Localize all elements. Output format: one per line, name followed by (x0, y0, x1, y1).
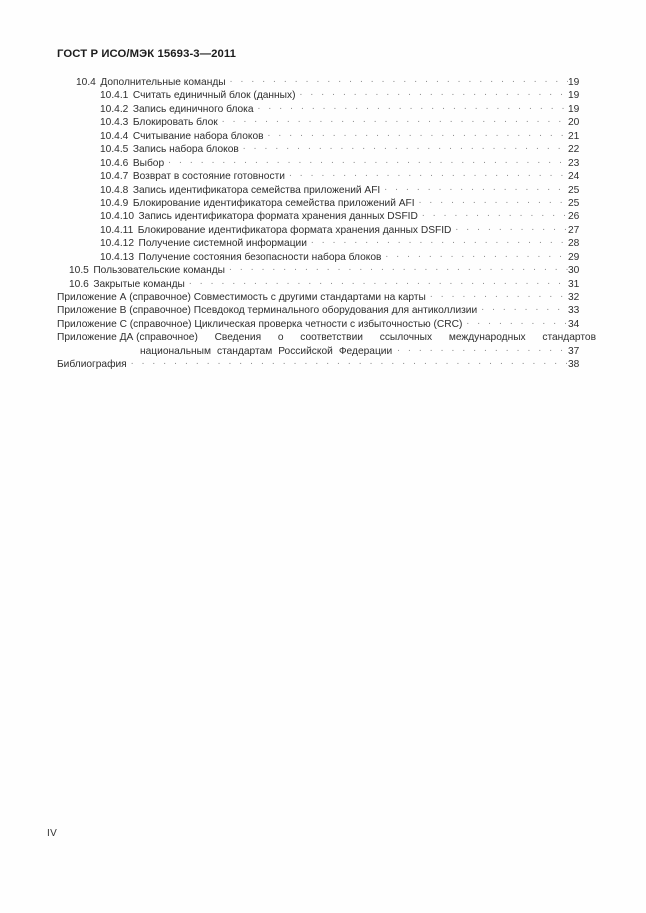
toc-entry-title (57, 318, 466, 331)
table-of-contents (0, 76, 646, 372)
toc-entry-title-text: Возврат в состояние готовности (132, 171, 285, 183)
toc-entry-number: 10.4.4 (100, 130, 129, 142)
dot-leader (397, 345, 568, 354)
toc-entry[interactable] (0, 170, 646, 183)
toc-entry-title: Библиография (57, 359, 127, 371)
toc-entry-title-text: Запись идентификатора семейства приложений AFI (132, 184, 381, 196)
toc-entry[interactable] (0, 224, 646, 237)
toc-entry-title (100, 89, 300, 102)
toc-entry[interactable] (0, 304, 646, 317)
dot-leader (168, 157, 568, 166)
toc-entry-word: стандартов (542, 332, 596, 344)
toc-entry-number: 10.4 (76, 77, 96, 88)
toc-entry-word: соответствии (300, 332, 363, 344)
toc-entry-word: Сведения (214, 332, 262, 344)
toc-entry-appendix-da-line1 (57, 331, 596, 344)
dot-leader (229, 264, 568, 273)
toc-page-number: 19 (568, 103, 580, 115)
toc-entry-title (100, 224, 455, 237)
toc-entry-appendix-da[interactable] (0, 331, 646, 358)
running-header-standard-id: ГОСТ Р ИСО/МЭК 15693-3—2011 (57, 48, 236, 60)
toc-entry[interactable] (0, 116, 646, 129)
toc-page-number: 32 (568, 292, 580, 303)
toc-entry-number: 10.4.9 (100, 197, 129, 209)
toc-entry-word: о (277, 332, 284, 344)
dot-leader (455, 224, 568, 233)
toc-page-number: 34 (568, 318, 580, 330)
dot-leader (311, 237, 568, 246)
toc-entry-word: национальным (140, 345, 211, 357)
dot-leader (189, 278, 568, 287)
toc-page-number: 29 (568, 251, 580, 263)
toc-entry-number: 10.4.7 (100, 171, 129, 183)
toc-entry-number: 10.4.12 (100, 238, 134, 250)
toc-entry-number: 10.4.10 (100, 211, 134, 223)
dot-leader (422, 210, 568, 219)
toc-page-number: 26 (568, 211, 580, 223)
toc-entry-title-text: Запись набора блоков (132, 144, 239, 156)
toc-page-number: 21 (568, 130, 580, 142)
toc-entry-number: 10.4.2 (100, 103, 129, 115)
toc-entry-number: 10.6 (69, 278, 89, 290)
toc-entry-word: стандартам (216, 345, 273, 357)
toc-entry-title-text: Считывание набора блоков (132, 130, 264, 142)
toc-entry-word: Федерации (338, 345, 393, 357)
toc-entry-title-text: Блокировать блок (132, 117, 218, 129)
toc-entry-number: 10.4.8 (100, 184, 129, 196)
toc-entry[interactable] (0, 143, 646, 156)
toc-page-number: 28 (568, 238, 580, 250)
dot-leader (300, 89, 569, 98)
toc-entry-number: 10.4.3 (100, 117, 129, 129)
toc-entry-title (69, 264, 229, 277)
dot-leader (430, 291, 568, 300)
toc-entry[interactable] (0, 291, 646, 304)
toc-entry-title-text: Дополнительные команды (100, 77, 226, 88)
toc-entry-title-text: Блокирование идентификатора формата хранения данных DSFID (137, 224, 452, 236)
toc-entry-bibliography[interactable] (0, 358, 646, 371)
toc-entry-title (100, 103, 258, 116)
toc-entry[interactable] (0, 184, 646, 197)
toc-entry-title-text: Пользовательские команды (93, 265, 225, 277)
toc-page-number: 24 (568, 171, 580, 183)
toc-entry-title (100, 251, 385, 264)
page-folio-number: IV (47, 828, 58, 839)
dot-leader (243, 143, 568, 152)
toc-entry-title (69, 278, 189, 291)
toc-entry[interactable] (0, 76, 646, 89)
toc-entry[interactable] (0, 103, 646, 116)
toc-entry-title-text: Блокирование идентификатора семейства приложений AFI (132, 197, 415, 209)
toc-entry[interactable] (0, 89, 646, 102)
toc-entry-title-text: Приложение А (справочное) Совместимость с другими стандартами на карты (57, 292, 426, 303)
toc-entry-title (57, 291, 430, 304)
toc-entry-number: 10.4.1 (100, 90, 129, 102)
toc-page-number: 25 (568, 184, 580, 196)
dot-leader (481, 304, 568, 313)
toc-entry-number: 10.4.5 (100, 144, 129, 156)
toc-entry[interactable] (0, 237, 646, 250)
toc-entry-title (100, 210, 422, 223)
toc-entry[interactable] (0, 264, 646, 277)
toc-entry-title-text: Получение системной информации (138, 238, 307, 250)
toc-page-number: 33 (568, 305, 580, 317)
toc-entry-title (100, 116, 222, 129)
toc-entry-title-text: Считать единичный блок (данных) (132, 90, 296, 102)
dot-leader (222, 116, 568, 125)
dot-leader (289, 170, 568, 179)
toc-entry-number: 10.4.11 (100, 224, 134, 236)
toc-entry[interactable] (0, 318, 646, 331)
toc-entry[interactable] (0, 157, 646, 170)
toc-entry-word: международных (448, 332, 526, 344)
toc-entry-word: ссылочных (379, 332, 433, 344)
toc-page-number: 37 (568, 345, 580, 357)
toc-entry[interactable] (0, 197, 646, 210)
toc-entry[interactable] (0, 278, 646, 291)
dot-leader (230, 76, 568, 85)
toc-entry-number: 10.4.13 (100, 251, 134, 263)
toc-page-number: 20 (568, 117, 580, 129)
toc-entry-title-text: Приложение В (справочное) Псевдокод терминального оборудования для антиколлизии (57, 305, 478, 317)
toc-entry-number: 10.5 (69, 265, 89, 277)
toc-entry-title-text: Приложение С (справочное) Циклическая проверка четности с избыточностью (CRC) (57, 318, 463, 330)
dot-leader (131, 358, 568, 367)
toc-page-number: 27 (568, 224, 580, 236)
dot-leader (385, 251, 568, 260)
toc-page-number: 31 (568, 278, 580, 290)
dot-leader (419, 197, 568, 206)
toc-entry-title (100, 143, 243, 156)
toc-entry[interactable] (0, 130, 646, 143)
toc-entry-title (100, 184, 384, 197)
toc-entry-title-text: Запись идентификатора формата хранения данных DSFID (138, 211, 418, 223)
toc-page-number: 22 (568, 144, 580, 156)
toc-entry-title-text: Выбор (132, 157, 165, 169)
toc-entry-number: 10.4.6 (100, 157, 129, 169)
dot-leader (384, 184, 568, 193)
toc-entry-appendix-da-line2 (140, 345, 568, 358)
toc-entry-title (100, 237, 311, 250)
toc-entry-title-text: Получение состояния безопасности набора блоков (138, 251, 382, 263)
toc-entry-title (76, 76, 230, 89)
toc-page-number: 19 (568, 90, 580, 102)
dot-leader (466, 318, 568, 327)
toc-page-number: 19 (568, 77, 580, 88)
toc-entry-word: Российской (278, 345, 333, 357)
toc-page-number: 23 (568, 157, 580, 169)
toc-entry-title (100, 170, 289, 183)
toc-entry-title (100, 197, 419, 210)
toc-entry[interactable] (0, 210, 646, 223)
toc-entry-title (100, 130, 268, 143)
toc-entry-title (57, 304, 481, 317)
toc-entry[interactable] (0, 251, 646, 264)
toc-entry-word: Приложение ДА (справочное) (57, 332, 198, 344)
toc-page-number: 30 (568, 265, 580, 277)
toc-entry-title-text: Закрытые команды (93, 278, 185, 290)
dot-leader (268, 130, 568, 139)
toc-entry-title (100, 157, 168, 170)
toc-entry-title-text: Запись единичного блока (132, 103, 254, 115)
dot-leader (258, 103, 568, 112)
toc-page-number: 25 (568, 197, 580, 209)
toc-page-number: 38 (568, 359, 580, 371)
